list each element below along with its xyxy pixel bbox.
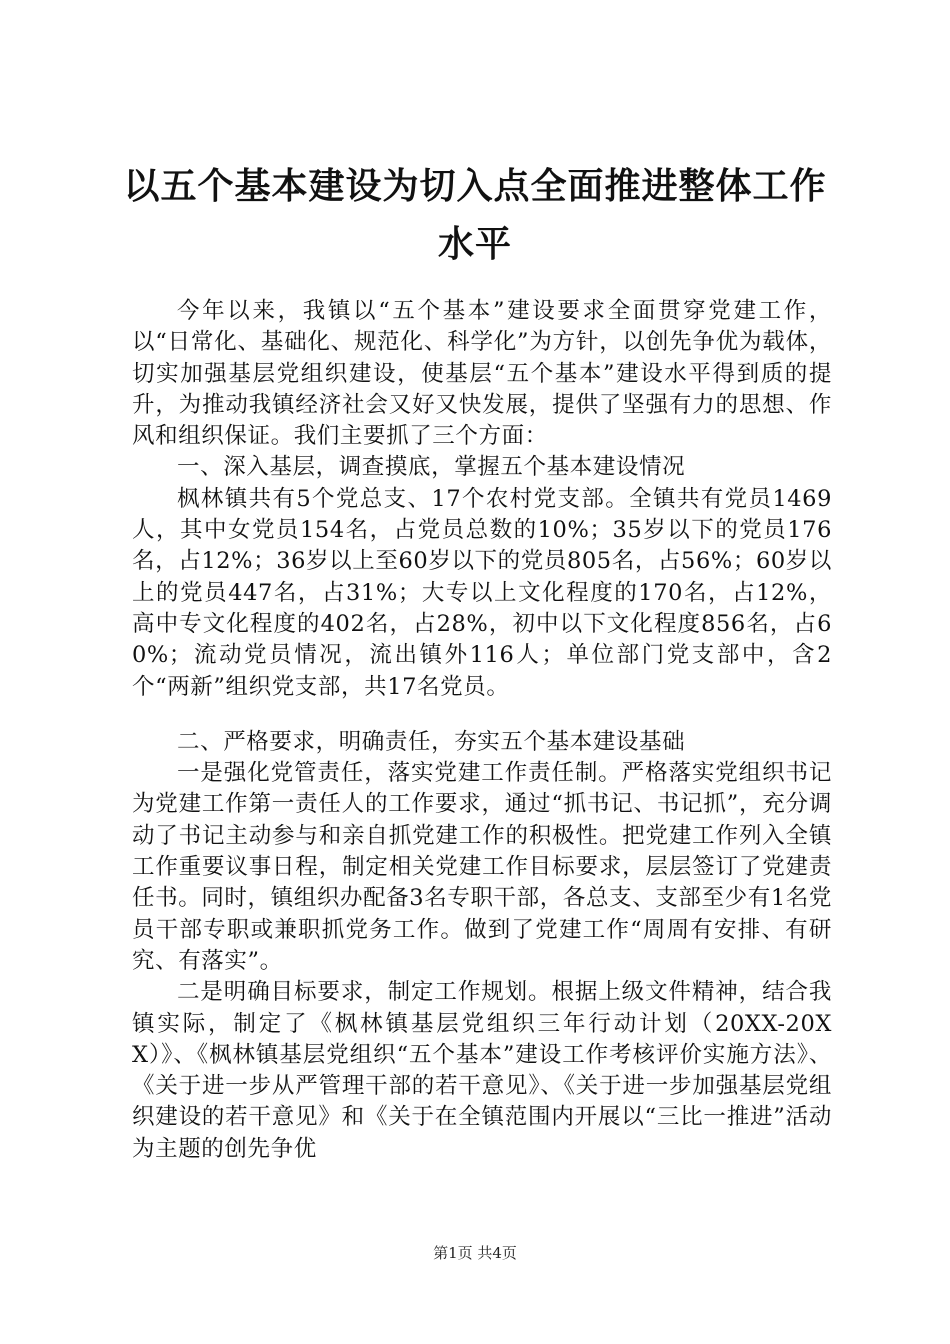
statistics-paragraph: 枫林镇共有5个党总支、17个农村党支部。全镇共有党员1469人，其中女党员154名，占党员总数的10%；35岁以下的党员176名，占12%；36岁以上至60岁以下的党员805名，占56%；60岁以上的党员447名，占31%；大专以上文化程度的170名，占12%，高中专文化程度的402名，占28%，初中以下文化程度856名，占60%；流动党员情况，流出镇外116人；单位部门党支部中，含2个“两新”组织党支部，共17名党员。 [132, 485, 832, 700]
document-title: 以五个基本建设为切入点全面推进整体工作水平 [123, 166, 827, 265]
page-number-footer: 第1页 共4页 [433, 1244, 517, 1262]
responsibility-paragraph: 一是强化党管责任，落实党建工作责任制。严格落实党组织书记为党建工作第一责任人的工作要求，通过“抓书记、书记抓”，充分调动了书记主动参与和亲自抓党建工作的积极性。把党建工作列入全镇工作重要议事日程，制定相关党建工作目标要求，层层签订了党建责任书。同时，镇组织办配备3名专职干部，各总支、支部至少有1名党员干部专职或兼职抓党务工作。做到了党建工作“周周有安排、有研究、有落实”。 [132, 760, 832, 974]
document-body [132, 296, 832, 1165]
planning-paragraph: 二是明确目标要求，制定工作规划。根据上级文件精神，结合我镇实际，制定了《枫林镇基层党组织三年行动计划（20XX-20XX）》、《枫林镇基层党组织“五个基本”建设工作考核评价实施方法》、《关于进一步从严管理干部的若干意见》、《关于进一步加强基层党组织建设的若干意见》和《关于在全镇范围内开展以“三比一推进”活动为主题的创先争优 [132, 979, 832, 1162]
intro-paragraph: 今年以来，我镇以“五个基本”建设要求全面贯穿党建工作，以“日常化、基础化、规范化、科学化”为方针，以创先争优为载体，切实加强基层党组织建设，使基层“五个基本”建设水平得到质的提升，为推动我镇经济社会又好又快发展，提供了坚强有力的思想、作风和组织保证。我们主要抓了三个方面： [132, 298, 832, 450]
section-heading-2: 二、严格要求，明确责任，夯实五个基本建设基础 [177, 728, 686, 755]
section-heading-1: 一、深入基层，调查摸底，掌握五个基本建设情况 [177, 454, 686, 481]
